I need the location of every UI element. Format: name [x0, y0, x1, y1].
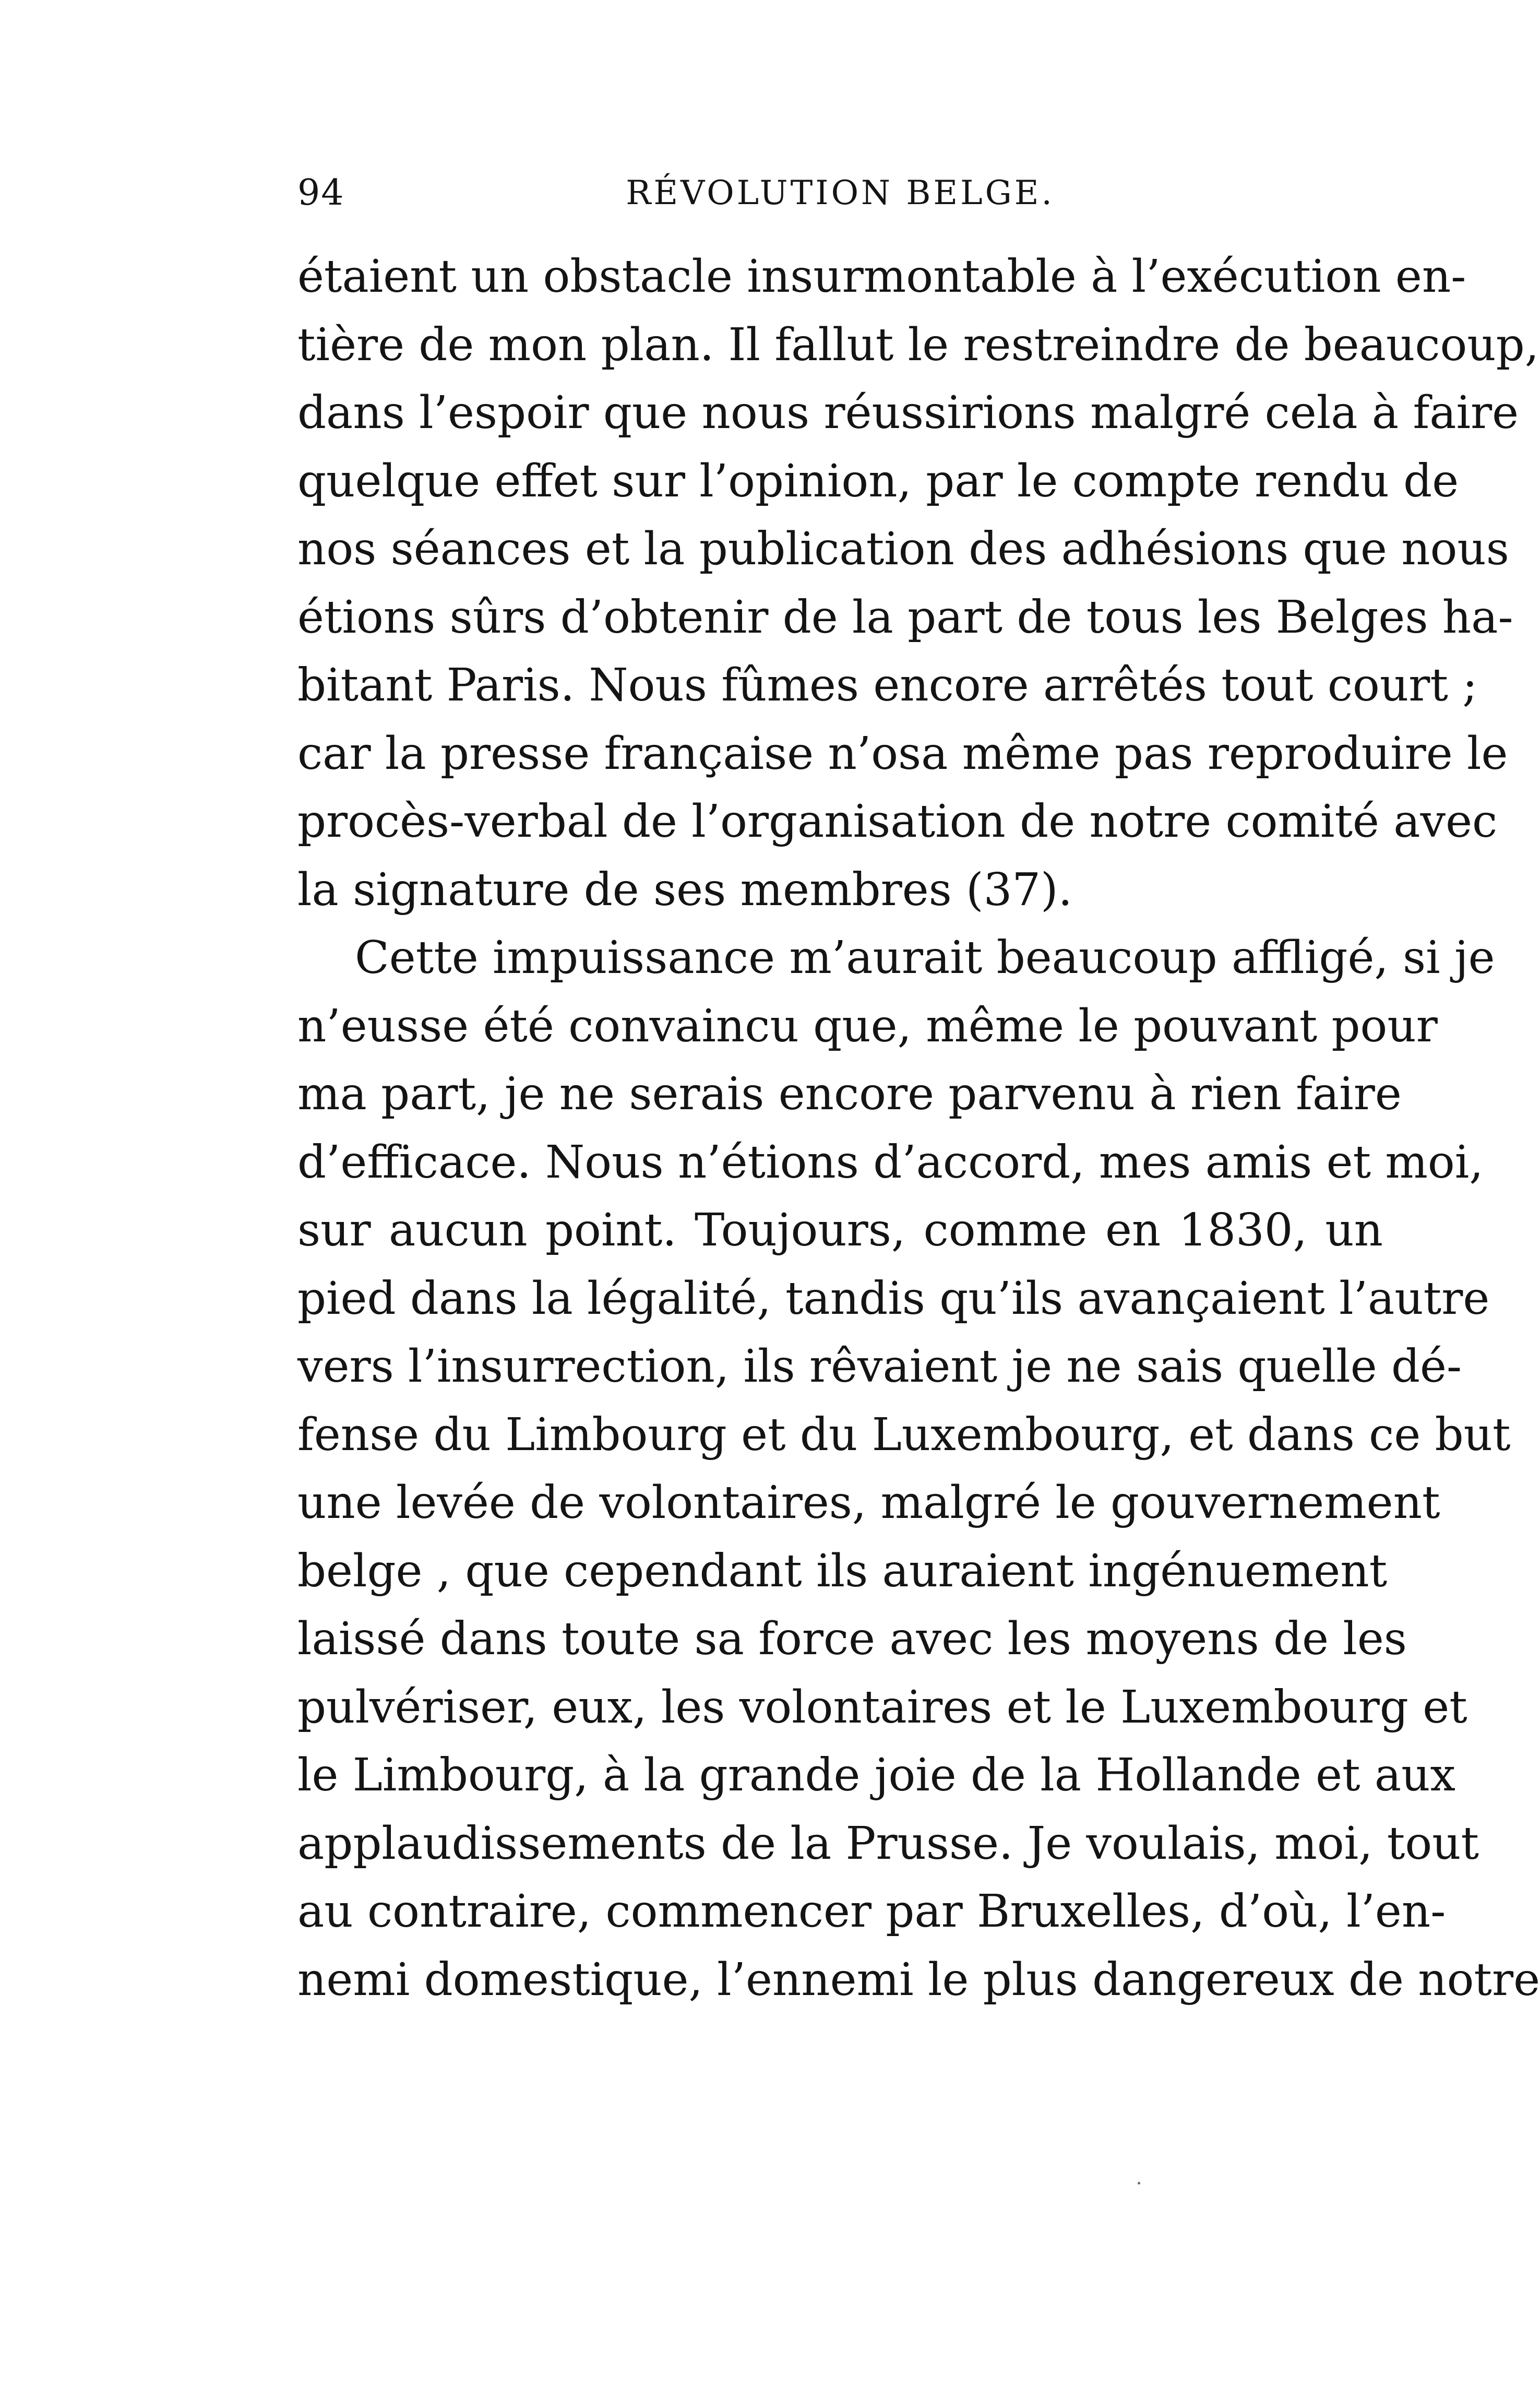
- body-text: [297, 243, 1540, 2014]
- text-line: applaudissements de la Prusse. Je voulais, moi, tout: [297, 1817, 1479, 1870]
- text-line: sur aucun point. Toujours, comme en 1830, un: [297, 1204, 1383, 1256]
- text-line: nemi domestique, l’ennemi le plus dangereux de notre: [297, 1953, 1540, 2006]
- text-line: d’efficace. Nous n’étions d’accord, mes amis et moi,: [297, 1136, 1484, 1189]
- text-line: le Limbourg, à la grande joie de la Hollande et aux: [297, 1749, 1456, 1801]
- ink-speck: [1138, 2182, 1140, 2185]
- text-line: vers l’insurrection, ils rêvaient je ne sais quelle dé-: [297, 1340, 1462, 1393]
- running-title: RÉVOLUTION BELGE.: [626, 174, 1055, 212]
- text-line: dans l’espoir que nous réussirions malgré cela à faire: [297, 387, 1519, 439]
- text-line: tière de mon plan. Il fallut le restreindre de beaucoup,: [297, 318, 1539, 371]
- text-line: n’eusse été convaincu que, même le pouvant pour: [297, 1000, 1438, 1052]
- text-line: ma part, je ne serais encore parvenu à rien faire: [297, 1068, 1402, 1120]
- text-line: fense du Limbourg et du Luxembourg, et dans ce but: [297, 1408, 1511, 1461]
- text-line: belge , que cependant ils auraient ingénuement: [297, 1545, 1388, 1597]
- text-line: pied dans la légalité, tandis qu’ils avançaient l’autre: [297, 1272, 1490, 1325]
- text-line: quelque effet sur l’opinion, par le compte rendu de: [297, 455, 1459, 507]
- text-line: car la presse française n’osa même pas reproduire le: [297, 727, 1508, 780]
- text-line: au contraire, commencer par Bruxelles, d’où, l’en-: [297, 1885, 1446, 1938]
- text-line: pulvériser, eux, les volontaires et le Luxembourg et: [297, 1681, 1467, 1734]
- paragraph-start-line: Cette impuissance m’aurait beaucoup affligé, si je: [355, 932, 1495, 984]
- text-line: procès-verbal de l’organisation de notre comité avec: [297, 796, 1498, 848]
- text-line: laissé dans toute sa force avec les moyens de les: [297, 1613, 1407, 1665]
- text-line: bitant Paris. Nous fûmes encore arrêtés tout court ;: [297, 659, 1478, 711]
- text-line: étions sûrs d’obtenir de la part de tous les Belges ha-: [297, 591, 1513, 644]
- text-line: étaient un obstacle insurmontable à l’exécution en-: [297, 251, 1466, 303]
- text-line: nos séances et la publication des adhésions que nous: [297, 523, 1509, 575]
- running-head: [297, 172, 1383, 214]
- paragraph-end-line: la signature de ses membres (37).: [297, 863, 1072, 916]
- page-number: 94: [297, 172, 345, 213]
- text-line: une levée de volontaires, malgré le gouvernement: [297, 1477, 1440, 1529]
